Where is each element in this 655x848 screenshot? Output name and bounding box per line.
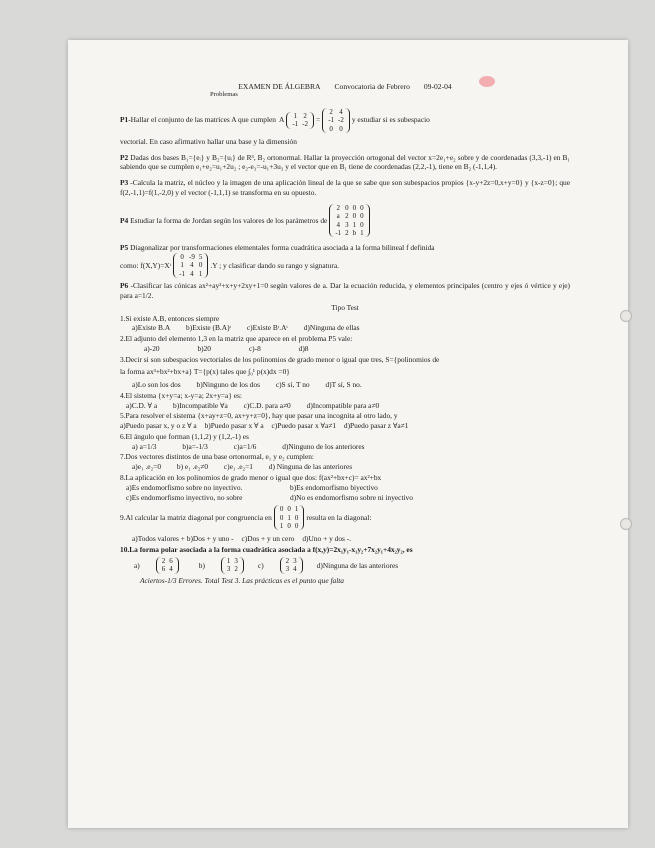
answer-options xyxy=(132,534,570,544)
punch-hole xyxy=(620,518,632,530)
answer-option: a)e₁ .e₂=0 xyxy=(132,462,162,472)
answer-option: d)No es endomorfismo sobre ni inyectivo xyxy=(290,492,413,502)
matrix: 1 3 3 2 xyxy=(221,557,244,574)
answer-options xyxy=(132,323,570,333)
answer-option: c)Puedo pasar x ∀a≠1 xyxy=(271,421,337,431)
problem-text: -Clasificar las cónicas ax²+ay²+x+y+2xy+1=0 según valores de a. Dar la ecuación reducida, y elementos principales (centro y ejes ó vértice y eje) para a=1/2. xyxy=(120,281,570,300)
answer-options xyxy=(126,483,570,503)
answer-options xyxy=(126,401,570,411)
answer-option: c)C.D. para a≠0 xyxy=(243,400,291,410)
problem-5-formula xyxy=(120,253,570,278)
question-6 xyxy=(120,432,570,452)
answer-option: a)Todos valores + b)Dos + y uno - xyxy=(132,534,234,544)
problem-text: vectorial. En caso afirmativo hallar una base y la dimensión xyxy=(120,136,297,146)
answer-options xyxy=(134,557,570,574)
test-section-title: Tipo Test xyxy=(331,302,359,312)
answer-option: a) xyxy=(134,560,140,570)
answer-option: b)20 xyxy=(197,343,212,353)
answer-option: b)Puedo pasar x ∀ a xyxy=(204,421,264,431)
question-9 xyxy=(120,505,570,530)
problem-text: Diagonalizar por transformaciones elementales forma cuadrática asociada a la forma bilineal f definida xyxy=(130,243,435,253)
problem-label: P5 xyxy=(120,243,129,253)
problem-4 xyxy=(120,204,570,238)
problem-1: P1 -Hallar el conjunto de las matrices A que cumplen A 1 2 -1 -2 = 2 4 -1 -2 0 0 y estudiar si es subespacio xyxy=(120,107,430,133)
question-text: 9.Al calcular la matriz diagonal por congruencia en xyxy=(120,513,272,522)
answer-option: c) xyxy=(257,560,264,570)
problem-label: P2 xyxy=(120,152,129,162)
answer-option: c)S sí, T no xyxy=(275,380,310,390)
problem-3 xyxy=(120,178,570,198)
section-label: Problemas xyxy=(210,91,238,99)
question-text: 4.El sistema {x+y=a; x-y=a; 2x+y=a} es: xyxy=(120,390,242,400)
answer-option: d)Ninguno de los anteriores xyxy=(282,441,365,451)
matrix: 0 -9 5 1 4 0 -1 4 1 xyxy=(173,253,208,278)
answer-option: c)-8 xyxy=(248,343,261,353)
matrix: 2 3 3 4 xyxy=(280,557,303,574)
exam-date: 09-02-04 xyxy=(423,82,452,91)
question-3 xyxy=(120,355,570,390)
answer-option: c)a=1/6 xyxy=(233,441,257,451)
answer-option: a) a=1/3 xyxy=(132,441,157,451)
exam-title: EXAMEN DE ÁLGEBRA xyxy=(238,82,321,91)
question-text: 2.El adjunto del elemento 1,3 en la matriz que aparece en el problema P5 vale: xyxy=(120,334,353,344)
answer-option: c)Es endomorfismo inyectivo, no sobre xyxy=(126,492,243,502)
matrix: 2 4 -1 -2 0 0 xyxy=(322,108,350,133)
answer-option: a)Existe B.A xyxy=(132,323,171,333)
answer-option: b) e₁ .e₂≠0 xyxy=(176,462,209,472)
question-text: 10.La forma polar asociada a la forma cuadrática asociada a f(x,y)=2x₁y₁-x₁y₂+7x₂y₁+4x₂y₂, es xyxy=(120,545,413,555)
problem-text: -Hallar el conjunto de las matrices A que cumplen xyxy=(128,115,276,125)
question-text: 3.Decir si son subespacios vectoriales de los polinomios de grado menor o igual que tres, S={polinomios de xyxy=(120,354,440,364)
question-8 xyxy=(120,473,570,502)
matrix: 1 2 -1 -2 xyxy=(286,112,314,129)
answer-option: b)a=-1/3 xyxy=(182,441,208,451)
matrix-a-symbol: A xyxy=(278,115,285,125)
answer-options xyxy=(120,421,570,431)
answer-options xyxy=(132,442,570,452)
question-text: la forma ax³+bx²+bx+a} T={p(x) tales que ∫₀¹ p(x)dx =0} xyxy=(120,367,290,377)
question-text: resulta en la diagonal: xyxy=(306,513,372,522)
matrix: 2 6 6 4 xyxy=(156,557,179,574)
answer-option: a)Lo son los dos xyxy=(132,380,181,390)
matrix: 0 0 1 0 1 0 1 0 0 xyxy=(274,505,305,530)
problem-text: -Calcula la matriz, el núcleo y la imagen de una aplicación lineal de la que se sabe que son subespacios propios {x-y+2z=0,x+y=0} y {x-z=0}; que f(2,-1,1)=f(1,-2,0) y el vector (-1,1,1) se transforma en su opuesto. xyxy=(120,178,570,197)
answer-option: b) xyxy=(198,560,205,570)
answer-option: a)Es endomorfismo sobre no inyectivo. xyxy=(126,482,243,492)
question-text: 5.Para resolver el sistema {x+ay+z=0, ax+y+z=0}, hay que pasar una incognita al otro lado, y xyxy=(120,411,398,421)
problem-5 xyxy=(120,243,570,253)
question-text: 6.El ángulo que forman (1,1,2) y (1,2,-1) es xyxy=(120,431,249,441)
answer-option: c)Dos + y un cero xyxy=(241,534,295,544)
exam-session: Convocatoria de Febrero xyxy=(334,82,410,91)
problem-label: P1 xyxy=(120,115,129,125)
question-5 xyxy=(120,411,570,431)
answer-option: b)Incompatible ∀a xyxy=(173,400,228,410)
exam-content xyxy=(120,82,570,586)
answer-option: d)Uno + y dos -. xyxy=(302,534,352,544)
answer-option: d)8 xyxy=(298,343,309,353)
answer-option: a)-20 xyxy=(144,343,160,353)
problem-text: Dadas dos bases B₁={eᵢ} y B₂={uᵢ} de R³, B₂ ortonormal. Hallar la proyección ortogonal del vector x=2e₁+e₂ sobre y de coordenadas (3,3,-1) en B₁ sabiendo que se cumplen e₁+e₂=u₁+2u₂ ; e₂-e₃=-u₁+3u₃ y el vector que en B₁ tiene de coordenadas (2,2,-1), tiene en B₂ (-1,1,4). xyxy=(120,152,570,172)
answer-option: a)Puedo pasar x, y o z ∀ a xyxy=(120,421,197,431)
problem-text: como: f(X,Y)=Xᵗ xyxy=(120,260,172,270)
question-1 xyxy=(120,314,570,334)
question-text: 1.Si existe A.B, entonces siempre xyxy=(120,313,220,323)
answer-option: d)Ninguna de las anteriores xyxy=(316,560,399,570)
answer-option: c)e₁ .e₂=1 xyxy=(223,462,253,472)
problem-label: P3 xyxy=(120,178,129,188)
answer-option: d)Ninguna de ellas xyxy=(303,323,360,333)
answer-options xyxy=(144,344,570,354)
answer-option: b)Existe (B.A)ᵗ xyxy=(186,323,231,333)
answer-option: d)T sí, S no. xyxy=(325,380,362,390)
answer-options xyxy=(132,462,570,472)
answer-option: d) Ninguna de las anteriores xyxy=(268,462,353,472)
answer-option: b)Es endomorfismo biyectivo xyxy=(290,482,378,492)
problem-text: .Y ; y clasificar dando su rango y signatura. xyxy=(210,260,339,270)
question-4 xyxy=(120,391,570,411)
answer-option: c)Existe Bᵗ.Aᵗ xyxy=(246,323,288,333)
problem-6 xyxy=(120,281,570,301)
problem-label: P4 xyxy=(120,215,129,225)
punch-hole xyxy=(620,310,632,322)
problem-label: P6 xyxy=(120,281,129,291)
matrix: 2 0 0 0 a 2 0 0 4 3 1 0 -1 2 b 1 xyxy=(329,204,369,238)
answer-option: a)C.D. ∀ a xyxy=(126,400,158,410)
question-text: 7.Dos vectores distintos de una base ortonormal, e₁ y e₂ cumplen: xyxy=(120,452,314,462)
problem-text: y estudiar si es subespacio xyxy=(351,115,430,125)
question-7 xyxy=(120,452,570,472)
scoring-note: Aciertos-1/3 Errores. Total Test 3. Las prácticas es el punto que falta xyxy=(140,575,344,585)
answer-option: d)Puedo pasar z ∀a≠1 xyxy=(343,421,409,431)
answer-options xyxy=(132,380,570,390)
answer-option: b)Ninguno de los dos xyxy=(196,380,260,390)
question-2 xyxy=(120,334,570,354)
problem-2 xyxy=(120,153,570,173)
answer-option: d)Incompatible para a≠0 xyxy=(306,400,380,410)
question-10 xyxy=(120,545,570,574)
problem-text: Estudiar la forma de Jordan según los valores de los parámetros de xyxy=(130,215,328,225)
question-text: 8.La aplicación en los polinomios de grado menor o igual que dos: f(ax²+bx+c)= ax²+bx xyxy=(120,473,382,482)
